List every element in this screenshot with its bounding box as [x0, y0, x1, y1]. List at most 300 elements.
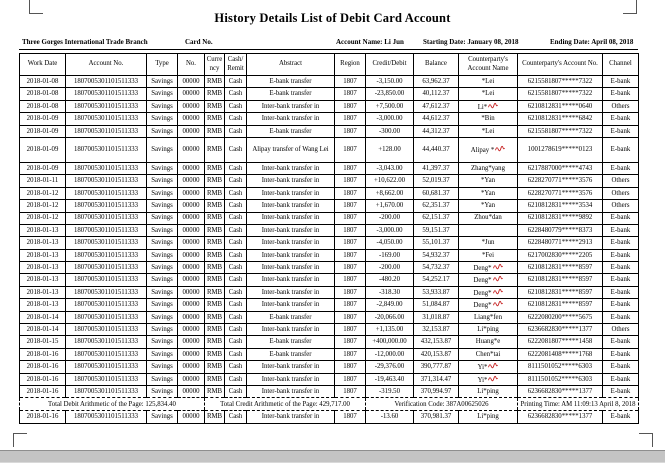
counterparty-account-cell: 6215581807*****7322	[518, 76, 603, 88]
counterparty-name: Yi*	[477, 376, 488, 384]
type-cell: Savings	[147, 286, 178, 298]
cash-remit-cell: Cash	[225, 100, 247, 112]
account-no-cell: 1807005301101511333	[66, 200, 147, 212]
table-row	[20, 311, 639, 323]
credit-debit-cell: -300.00	[366, 125, 414, 137]
counterparty-name-cell	[459, 88, 518, 100]
balance-cell: 40,112.37	[414, 88, 459, 100]
currency-cell: RMB	[205, 100, 225, 112]
type-cell: Savings	[147, 200, 178, 212]
cash-remit-cell: Cash	[225, 411, 247, 423]
counterparty-account-cell: 6228480771*****2913	[518, 237, 603, 249]
cash-remit-cell: Cash	[225, 162, 247, 174]
account-no-cell: 1807005301101511333	[66, 262, 147, 274]
region-cell: 1807	[335, 187, 366, 199]
type-cell: Savings	[147, 113, 178, 125]
no-cell: 00000	[178, 212, 205, 224]
table-row	[20, 100, 639, 112]
account-no-cell: 1807005301101511333	[66, 224, 147, 236]
account-no-cell: 1807005301101511333	[66, 324, 147, 336]
balance-cell: 432,153.87	[414, 336, 459, 348]
region-cell: 1807	[335, 385, 366, 397]
region-cell: 1807	[335, 311, 366, 323]
type-cell: Savings	[147, 411, 178, 423]
table-row	[20, 324, 639, 336]
col-header: Abstract	[247, 54, 335, 76]
cash-remit-cell: Cash	[225, 286, 247, 298]
credit-debit-cell: -3,000.00	[366, 224, 414, 236]
credit-debit-cell: -3,043.00	[366, 162, 414, 174]
abstract-cell: E-bank transfer	[247, 88, 335, 100]
work-date-cell: 2018-01-09	[20, 137, 66, 162]
channel-cell: Others ¶	[603, 324, 639, 336]
work-date-cell: 2018-01-16	[20, 411, 66, 423]
no-cell: 00000	[178, 162, 205, 174]
region-cell: 1807	[335, 88, 366, 100]
credit-debit-cell: +1,670.00	[366, 200, 414, 212]
work-date-cell: 2018-01-08	[20, 88, 66, 100]
type-cell: Savings	[147, 137, 178, 162]
red-scribble-icon	[488, 375, 498, 382]
counterparty-name: Deng*	[473, 265, 492, 273]
balance-cell: 54,252.17	[414, 274, 459, 286]
counterparty-account-cell: 6210812831*****8597	[518, 262, 603, 274]
no-cell: 00000	[178, 175, 205, 187]
type-cell: Savings	[147, 187, 178, 199]
work-date-cell: 2018-01-13	[20, 286, 66, 298]
account-no-cell: 1807005301101511333	[66, 137, 147, 162]
red-scribble-icon	[495, 145, 505, 152]
credit-debit-cell: -3,000.00	[366, 113, 414, 125]
channel-cell: E-bank ¶	[603, 137, 639, 162]
red-scribble-icon	[488, 362, 498, 369]
region-cell: 1807	[335, 262, 366, 274]
balance-cell: 54,932.37	[414, 249, 459, 261]
counterparty-name-cell	[459, 385, 518, 397]
table-row	[20, 224, 639, 236]
currency-cell: RMB	[205, 76, 225, 88]
col-header: Counterparty's Account Name	[459, 54, 518, 76]
red-scribble-icon	[488, 102, 498, 109]
currency-cell: RMB	[205, 224, 225, 236]
card-no-label: Card No.	[185, 38, 213, 46]
credit-debit-cell: +7,500.00	[366, 100, 414, 112]
balance-cell: 60,681.37	[414, 187, 459, 199]
type-cell: Savings	[147, 336, 178, 348]
balance-cell: 370,981.37	[414, 411, 459, 423]
no-cell: 00000	[178, 137, 205, 162]
currency-cell: RMB	[205, 212, 225, 224]
balance-cell: 62,151.37	[414, 212, 459, 224]
account-no-cell: 1807005301101511333	[66, 274, 147, 286]
counterparty-name-cell	[459, 137, 518, 162]
region-cell: 1807	[335, 212, 366, 224]
work-date-cell: 2018-01-12	[20, 212, 66, 224]
abstract-cell: Inter-bank transfer in	[247, 385, 335, 397]
table-row	[20, 137, 639, 162]
cash-remit-cell: Cash	[225, 311, 247, 323]
channel-cell: E-bank ¶	[603, 311, 639, 323]
no-cell: 00000	[178, 125, 205, 137]
counterparty-account-cell: 6236682830*****1377	[518, 411, 603, 423]
counterparty-account-cell: 6222080200*****5675	[518, 311, 603, 323]
currency-cell: RMB	[205, 162, 225, 174]
region-cell: 1807	[335, 324, 366, 336]
region-cell: 1807	[335, 200, 366, 212]
type-cell: Savings	[147, 125, 178, 137]
abstract-cell: Inter-bank transfer in	[247, 187, 335, 199]
counterparty-name-cell	[459, 336, 518, 348]
counterparty-name-cell	[459, 175, 518, 187]
balance-cell: 420,153.87	[414, 348, 459, 360]
cash-remit-cell: Cash	[225, 373, 247, 385]
abstract-cell: E-bank transfer	[247, 336, 335, 348]
account-no-cell: 1807005301101511333	[66, 237, 147, 249]
counterparty-account-cell: 6210812831*****6842	[518, 113, 603, 125]
balance-cell: 62,351.37	[414, 200, 459, 212]
work-date-cell: 2018-01-16	[20, 348, 66, 360]
region-cell: 1807	[335, 373, 366, 385]
credit-debit-cell: +128.00	[366, 137, 414, 162]
counterparty-account-cell: 6210812831*****8597	[518, 286, 603, 298]
abstract-cell: Inter-bank transfer in	[247, 324, 335, 336]
balance-cell: 55,101.37	[414, 237, 459, 249]
header-row	[20, 54, 639, 76]
abstract-cell: E-bank transfer	[247, 125, 335, 137]
counterparty-name-cell	[459, 200, 518, 212]
counterparty-name-cell	[459, 361, 518, 373]
type-cell: Savings	[147, 385, 178, 397]
account-no-cell: 1807005301101511333	[66, 113, 147, 125]
channel-cell: Others ¶	[603, 100, 639, 112]
no-cell: 00000	[178, 100, 205, 112]
account-no-cell: 1807005301101511333	[66, 88, 147, 100]
balance-cell: 44,612.37	[414, 113, 459, 125]
channel-cell: E-bank ¶	[603, 237, 639, 249]
type-cell: Savings	[147, 88, 178, 100]
counterparty-name: *Lei	[481, 77, 495, 85]
counterparty-account-cell: 6236682830*****1377	[518, 324, 603, 336]
work-date-cell: 2018-01-13	[20, 262, 66, 274]
counterparty-account-cell: 6222081807*****1458	[518, 336, 603, 348]
no-cell: 00000	[178, 411, 205, 423]
abstract-cell: Inter-bank transfer in	[247, 411, 335, 423]
counterparty-name: *Lei	[481, 90, 495, 98]
cash-remit-cell: Cash	[225, 348, 247, 360]
account-no-cell: 1807005301101511333	[66, 373, 147, 385]
counterparty-name: *Fei	[481, 251, 495, 259]
counterparty-name: Deng*	[473, 277, 492, 285]
credit-debit-cell: -12,000.00	[366, 348, 414, 360]
counterparty-name: *Yan	[480, 189, 496, 197]
total-credit-cell: Total Credit Arithmetic of the Page: 429,717.00	[205, 398, 366, 411]
counterparty-name-cell	[459, 162, 518, 174]
cash-remit-cell: Cash	[225, 336, 247, 348]
credit-debit-cell: -29,376.00	[366, 361, 414, 373]
currency-cell: RMB	[205, 373, 225, 385]
no-cell: 00000	[178, 324, 205, 336]
type-cell: Savings	[147, 237, 178, 249]
currency-cell: RMB	[205, 113, 225, 125]
counterparty-account-cell: 6228270771*****3576	[518, 175, 603, 187]
abstract-cell: E-bank transfer	[247, 311, 335, 323]
table-row	[20, 88, 639, 100]
counterparty-name-cell	[459, 286, 518, 298]
channel-cell: E-bank ¶	[603, 249, 639, 261]
balance-cell: 390,777.87	[414, 361, 459, 373]
balance-cell: 59,151.37	[414, 224, 459, 236]
type-cell: Savings	[147, 348, 178, 360]
account-no-cell: 1807005301101511333	[66, 385, 147, 397]
table-row	[20, 76, 639, 88]
table-row	[20, 385, 639, 397]
currency-cell: RMB	[205, 274, 225, 286]
counterparty-name: *Yan	[480, 202, 496, 210]
type-cell: Savings	[147, 311, 178, 323]
credit-debit-cell: +1,135.00	[366, 324, 414, 336]
counterparty-name: Zhou*dan	[474, 214, 502, 222]
abstract-cell: Inter-bank transfer in	[247, 249, 335, 261]
work-date-cell: 2018-01-09	[20, 113, 66, 125]
counterparty-account-cell: 6215581807*****7322	[518, 125, 603, 137]
channel-cell: E-bank ¶	[603, 274, 639, 286]
counterparty-name-cell	[459, 187, 518, 199]
channel-cell: E-bank ¶	[603, 125, 639, 137]
account-name: Account Name: Li Jun	[336, 38, 404, 46]
credit-debit-cell: -319.50	[366, 385, 414, 397]
account-no-cell: 1807005301101511333	[66, 336, 147, 348]
type-cell: Savings	[147, 324, 178, 336]
credit-debit-cell: -200.00	[366, 262, 414, 274]
cash-remit-cell: Cash	[225, 385, 247, 397]
account-no-cell: 1807005301101511333	[66, 411, 147, 423]
col-header: Currency	[205, 54, 225, 76]
abstract-cell: Inter-bank transfer in	[247, 212, 335, 224]
balance-cell: 52,019.37	[414, 175, 459, 187]
counterparty-account-cell: 6210812831*****3534	[518, 200, 603, 212]
counterparty-name-cell	[459, 274, 518, 286]
balance-cell: 54,732.37	[414, 262, 459, 274]
account-no-cell: 1807005301101511333	[66, 100, 147, 112]
counterparty-account-cell: 6217002830*****2205	[518, 249, 603, 261]
work-date-cell: 2018-01-09	[20, 125, 66, 137]
credit-debit-cell: -3,150.00	[366, 76, 414, 88]
counterparty-name-cell	[459, 311, 518, 323]
currency-cell: RMB	[205, 125, 225, 137]
abstract-cell: Alipay transfer of Wang Lei	[247, 137, 335, 162]
account-no-cell: 1807005301101511333	[66, 286, 147, 298]
account-no-cell: 1807005301101511333	[66, 125, 147, 137]
no-cell: 00000	[178, 361, 205, 373]
credit-debit-cell: -4,050.00	[366, 237, 414, 249]
account-no-cell: 1807005301101511333	[66, 187, 147, 199]
cash-remit-cell: Cash	[225, 361, 247, 373]
table-row	[20, 212, 639, 224]
no-cell: 00000	[178, 311, 205, 323]
currency-cell: RMB	[205, 385, 225, 397]
counterparty-account-cell: 6236682830*****1377	[518, 385, 603, 397]
counterparty-name-cell	[459, 373, 518, 385]
currency-cell: RMB	[205, 336, 225, 348]
cash-remit-cell: Cash	[225, 262, 247, 274]
credit-debit-cell: -2,849.00	[366, 299, 414, 311]
col-header: Balance	[414, 54, 459, 76]
account-no-cell: 1807005301101511333	[66, 76, 147, 88]
credit-debit-cell: -318.30	[366, 286, 414, 298]
counterparty-name: Deng*	[473, 289, 492, 297]
balance-cell: 44,440.37	[414, 137, 459, 162]
counterparty-account-cell: 6210812831*****0640	[518, 100, 603, 112]
page-totals-row	[20, 398, 639, 411]
channel-cell: E-bank ¶	[603, 224, 639, 236]
counterparty-name-cell	[459, 125, 518, 137]
counterparty-name: Alipay *	[470, 147, 495, 155]
region-cell: 1807	[335, 100, 366, 112]
currency-cell: RMB	[205, 187, 225, 199]
balance-cell: 47,612.37	[414, 100, 459, 112]
balance-cell: 63,962.37	[414, 76, 459, 88]
channel-cell: E-bank ¶	[603, 286, 639, 298]
abstract-cell: Inter-bank transfer in	[247, 200, 335, 212]
channel-cell: E-bank ¶	[603, 336, 639, 348]
table-row	[20, 336, 639, 348]
col-header: Channel	[603, 54, 639, 76]
no-cell: 00000	[178, 187, 205, 199]
no-cell: 00000	[178, 76, 205, 88]
balance-cell: 51,084.87	[414, 299, 459, 311]
no-cell: 00000	[178, 200, 205, 212]
channel-cell: E-bank ¶	[603, 385, 639, 397]
channel-cell: E-bank ¶	[603, 262, 639, 274]
cash-remit-cell: Cash	[225, 324, 247, 336]
counterparty-name-cell	[459, 324, 518, 336]
work-date-cell: 2018-01-11	[20, 175, 66, 187]
no-cell: 00000	[178, 88, 205, 100]
currency-cell: RMB	[205, 262, 225, 274]
counterparty-account-cell: 6222081408*****1768	[518, 348, 603, 360]
abstract-cell: Inter-bank transfer in	[247, 373, 335, 385]
counterparty-name: Li*ping	[477, 325, 499, 333]
account-no-cell: 1807005301101511333	[66, 299, 147, 311]
counterparty-name-cell	[459, 348, 518, 360]
currency-cell: RMB	[205, 324, 225, 336]
table-row	[20, 348, 639, 360]
abstract-cell: Inter-bank transfer in	[247, 100, 335, 112]
table-row	[20, 187, 639, 199]
region-cell: 1807	[335, 299, 366, 311]
account-no-cell: 1807005301101511333	[66, 162, 147, 174]
counterparty-name-cell	[459, 249, 518, 261]
counterparty-account-cell: 6210812831*****8597	[518, 274, 603, 286]
currency-cell: RMB	[205, 88, 225, 100]
type-cell: Savings	[147, 299, 178, 311]
region-cell: 1807	[335, 76, 366, 88]
work-date-cell: 2018-01-13	[20, 299, 66, 311]
cash-remit-cell: Cash	[225, 249, 247, 261]
table-row	[20, 200, 639, 212]
balance-cell: 41,397.37	[414, 162, 459, 174]
counterparty-name-cell	[459, 100, 518, 112]
counterparty-name: *Lei	[481, 127, 495, 135]
account-no-cell: 1807005301101511333	[66, 348, 147, 360]
currency-cell: RMB	[205, 361, 225, 373]
currency-cell: RMB	[205, 137, 225, 162]
no-cell: 00000	[178, 249, 205, 261]
type-cell: Savings	[147, 162, 178, 174]
counterparty-name: Li*ping	[477, 387, 499, 395]
table-row	[20, 125, 639, 137]
credit-debit-cell: -19,463.40	[366, 373, 414, 385]
total-debit-cell: Total Debit Arithmetic of the Page: 125,834.40	[20, 398, 205, 411]
no-cell: 00000	[178, 373, 205, 385]
counterparty-name: Liang*fen	[474, 313, 502, 321]
balance-cell: 44,312.37	[414, 125, 459, 137]
printing-time-cell: Printing Time: AM 11:09:13 April 8, 2018 ¶	[518, 398, 639, 411]
no-cell: 00000	[178, 336, 205, 348]
cash-remit-cell: Cash	[225, 299, 247, 311]
page-title: History Details List of Debit Card Account	[214, 11, 451, 25]
balance-cell: 32,153.87	[414, 324, 459, 336]
currency-cell: RMB	[205, 299, 225, 311]
work-date-cell: 2018-01-09	[20, 162, 66, 174]
counterparty-name: Yi*	[477, 364, 488, 372]
work-date-cell: 2018-01-12	[20, 187, 66, 199]
col-header: No.	[178, 54, 205, 76]
channel-cell: E-bank ¶	[603, 162, 639, 174]
cash-remit-cell: Cash	[225, 212, 247, 224]
region-cell: 1807	[335, 113, 366, 125]
cash-remit-cell: Cash	[225, 76, 247, 88]
col-header: Work Date	[20, 54, 66, 76]
channel-cell: E-bank ¶	[603, 299, 639, 311]
cash-remit-cell: Cash	[225, 175, 247, 187]
transactions-table	[19, 53, 639, 424]
ending-date: Ending Date: April 08, 2018	[550, 38, 634, 46]
counterparty-name: Li*ping	[477, 413, 499, 421]
channel-cell: Others ¶	[603, 175, 639, 187]
channel-cell: E-bank ¶	[603, 113, 639, 125]
work-date-cell: 2018-01-12	[20, 200, 66, 212]
work-date-cell: 2018-01-14	[20, 324, 66, 336]
counterparty-name: Chen*tai	[475, 350, 501, 358]
counterparty-name-cell	[459, 76, 518, 88]
table-row	[20, 249, 639, 261]
abstract-cell: Inter-bank transfer in	[247, 175, 335, 187]
counterparty-name: Zhang*yang	[471, 164, 505, 172]
abstract-cell: E-bank transfer	[247, 348, 335, 360]
table-body	[20, 76, 639, 424]
account-no-cell: 1807005301101511333	[66, 249, 147, 261]
account-no-cell: 1807005301101511333	[66, 212, 147, 224]
region-cell: 1807	[335, 249, 366, 261]
table-row	[20, 237, 639, 249]
type-cell: Savings	[147, 224, 178, 236]
no-cell: 00000	[178, 348, 205, 360]
counterparty-name: Deng*	[473, 302, 492, 310]
channel-cell: E-bank ¶	[603, 76, 639, 88]
abstract-cell: Inter-bank transfer in	[247, 361, 335, 373]
counterparty-account-cell: 8111501052*****6303	[518, 361, 603, 373]
no-cell: 00000	[178, 237, 205, 249]
counterparty-account-cell: 6210812831*****8597	[518, 299, 603, 311]
balance-cell: 371,314.47	[414, 373, 459, 385]
statement-meta-line	[19, 37, 638, 50]
work-date-cell: 2018-01-14	[20, 311, 66, 323]
balance-cell: 53,933.87	[414, 286, 459, 298]
region-cell: 1807	[335, 224, 366, 236]
counterparty-name-cell	[459, 262, 518, 274]
counterparty-account-cell: 6228480779*****8373	[518, 224, 603, 236]
